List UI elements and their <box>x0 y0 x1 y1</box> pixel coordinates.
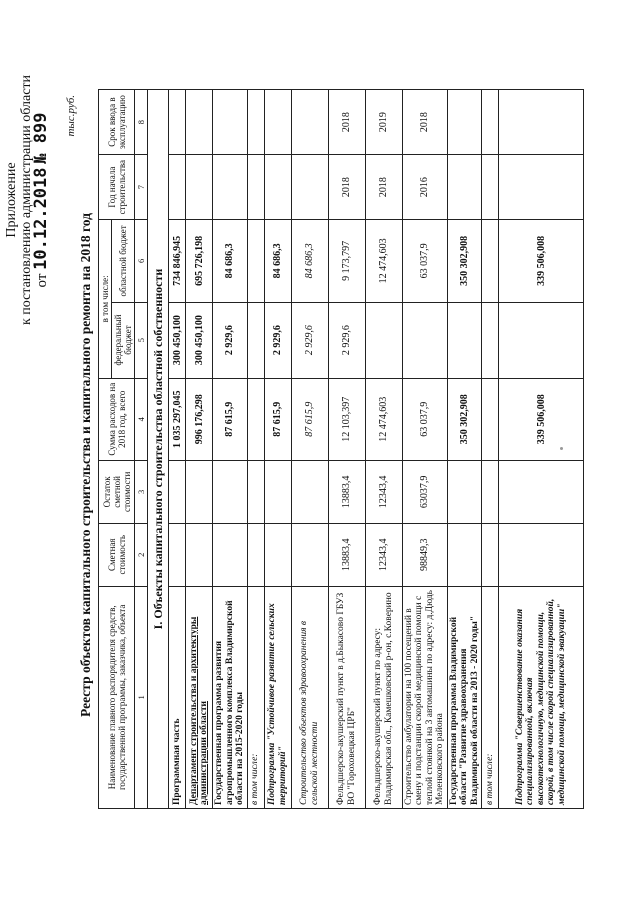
regional-cell: 84 686,3 <box>213 220 248 302</box>
regional-cell: 339 506,008 <box>499 220 584 302</box>
appendix-header <box>4 50 50 350</box>
federal-cell: 2 929,6 <box>328 302 365 378</box>
date-prefix: от <box>34 273 50 288</box>
commission-year-cell <box>264 90 291 155</box>
start-year-cell <box>247 155 264 220</box>
commission-year-cell <box>447 90 482 155</box>
start-year-cell <box>482 155 499 220</box>
federal-cell <box>447 302 482 378</box>
section-row <box>148 90 169 809</box>
resolution-number: № 899 <box>31 112 51 164</box>
appendix-date-line <box>31 50 51 350</box>
total-cell: 339 506,008 <box>499 378 584 460</box>
column-number: 2 <box>135 523 148 586</box>
total-cell: 12 103,397 <box>328 378 365 460</box>
estimated-cost-cell <box>169 523 186 586</box>
remaining-cost-cell: 63037,9 <box>402 460 447 523</box>
federal-cell: 300 450,100 <box>186 302 213 378</box>
row-name: Подпрограмма "Устойчивое развитие сельских территорий" <box>264 586 291 808</box>
estimated-cost-cell: 12343,4 <box>365 523 402 586</box>
total-cell: 1 035 297,045 <box>169 378 186 460</box>
remaining-cost-cell <box>499 460 584 523</box>
remaining-cost-cell <box>247 460 264 523</box>
estimated-cost-cell <box>186 523 213 586</box>
federal-cell <box>402 302 447 378</box>
row-name: Департамент строительства и архитектуры администрации области <box>186 586 213 808</box>
estimated-cost-cell <box>291 523 328 586</box>
table-row <box>186 90 213 809</box>
total-cell: 12 474,603 <box>365 378 402 460</box>
section-title: I. Объекты капитального строительства областной собственности <box>148 90 169 809</box>
estimated-cost-cell <box>264 523 291 586</box>
document-title: Реестр объектов капитального строительства и капитального ремонта на 2018 год <box>78 213 93 717</box>
table-row <box>365 90 402 809</box>
column-number: 7 <box>135 155 148 220</box>
total-cell <box>247 378 264 460</box>
estimated-cost-cell <box>247 523 264 586</box>
federal-cell <box>499 302 584 378</box>
regional-cell <box>482 220 499 302</box>
table-row <box>328 90 365 809</box>
table-row <box>264 90 291 809</box>
total-cell <box>482 378 499 460</box>
remaining-cost-cell: 12343,4 <box>365 460 402 523</box>
table-row <box>499 90 584 809</box>
start-year-cell <box>169 155 186 220</box>
column-number: 1 <box>135 586 148 808</box>
federal-cell <box>365 302 402 378</box>
row-name: Строительство объектов здравоохранения в сельской местности <box>291 586 328 808</box>
scan-speck <box>560 447 563 450</box>
row-name: Фельдшерско-акушерский пункт в д.Быкасово ГБУЗ ВО "Гороховецкая ЦРБ" <box>328 586 365 808</box>
header-start-year: Год начала строительства <box>99 155 135 220</box>
start-year-cell: 2018 <box>328 155 365 220</box>
registry-table <box>98 89 584 809</box>
federal-cell <box>247 302 264 378</box>
start-year-cell: 2018 <box>365 155 402 220</box>
table-row <box>247 90 264 809</box>
regional-cell: 12 474,603 <box>365 220 402 302</box>
appendix-label: Приложение <box>4 162 19 238</box>
start-year-cell <box>447 155 482 220</box>
column-number-row <box>135 90 148 809</box>
remaining-cost-cell <box>213 460 248 523</box>
units-label: тыс.руб. <box>65 95 77 137</box>
remaining-cost-cell: 13883,4 <box>328 460 365 523</box>
regional-cell: 84 686,3 <box>264 220 291 302</box>
commission-year-cell: 2019 <box>365 90 402 155</box>
table-row <box>169 90 186 809</box>
total-cell: 87 615,9 <box>291 378 328 460</box>
appendix-resolution: к постановлению администрации области <box>19 74 34 326</box>
regional-cell <box>247 220 264 302</box>
total-cell: 87 615,9 <box>213 378 248 460</box>
start-year-cell <box>186 155 213 220</box>
row-name: Государственная программа развития агропромышленного комплекса Владимирской области на 2015-2020 годы <box>213 586 248 808</box>
total-cell: 996 176,298 <box>186 378 213 460</box>
row-name: Государственная программа Владимирской области "Развитие здравоохранения Владимирской области на 2013 - 2020 годы" <box>447 586 482 808</box>
remaining-cost-cell <box>186 460 213 523</box>
commission-year-cell <box>213 90 248 155</box>
estimated-cost-cell: 13883,4 <box>328 523 365 586</box>
federal-cell: 2 929,6 <box>291 302 328 378</box>
estimated-cost-cell: 98849,3 <box>402 523 447 586</box>
commission-year-cell <box>169 90 186 155</box>
row-name: в том числе: <box>247 586 264 808</box>
commission-year-cell <box>482 90 499 155</box>
start-year-cell: 2016 <box>402 155 447 220</box>
federal-cell: 2 929,6 <box>264 302 291 378</box>
commission-year-cell <box>499 90 584 155</box>
estimated-cost-cell <box>447 523 482 586</box>
start-year-cell <box>264 155 291 220</box>
row-name: в том числе: <box>482 586 499 808</box>
regional-cell: 84 686,3 <box>291 220 328 302</box>
header-estimated-cost: Сметная стоимость <box>99 523 135 586</box>
row-name: Фельдшерско-акушерский пункт по адресу: Владимирская обл., Камешковский р-он, с.Коверино <box>365 586 402 808</box>
header-regional: областной бюджет <box>112 220 135 302</box>
estimated-cost-cell <box>499 523 584 586</box>
header-federal: федеральный бюджет <box>112 302 135 378</box>
commission-year-cell <box>186 90 213 155</box>
remaining-cost-cell <box>291 460 328 523</box>
header-including: в том числе: <box>99 220 112 378</box>
column-number: 3 <box>135 460 148 523</box>
table-row <box>447 90 482 809</box>
row-name: Подпрограмма "Совершенствование оказания специализированной, включая высокотехнологичную, медицинской помощи, скорой, в том числе скорой специализированной, медицинской помощи, медицинской эвакуации" <box>499 586 584 808</box>
column-number: 5 <box>135 302 148 378</box>
estimated-cost-cell <box>482 523 499 586</box>
column-number: 4 <box>135 378 148 460</box>
resolution-date: 10.12.2018 <box>31 167 51 270</box>
table-row <box>291 90 328 809</box>
commission-year-cell: 2018 <box>402 90 447 155</box>
table-row <box>213 90 248 809</box>
commission-year-cell: 2018 <box>328 90 365 155</box>
header-commission-year: Срок ввода в эксплуатацию <box>99 90 135 155</box>
federal-cell <box>482 302 499 378</box>
remaining-cost-cell <box>169 460 186 523</box>
total-cell: 350 302,908 <box>447 378 482 460</box>
regional-cell: 63 037,9 <box>402 220 447 302</box>
start-year-cell <box>499 155 584 220</box>
federal-cell: 2 929,6 <box>213 302 248 378</box>
remaining-cost-cell <box>264 460 291 523</box>
column-number: 6 <box>135 220 148 302</box>
table-row <box>482 90 499 809</box>
header-total-2018: Сумма расходов на 2018 год, всего <box>99 378 135 460</box>
commission-year-cell <box>291 90 328 155</box>
header-name: Наименование главного распорядителя средств, государственной программы, заказчика, объекта <box>99 586 135 808</box>
row-name: Программная часть <box>169 586 186 808</box>
regional-cell: 9 173,797 <box>328 220 365 302</box>
total-cell: 63 037,9 <box>402 378 447 460</box>
total-cell: 87 615,9 <box>264 378 291 460</box>
column-number: 8 <box>135 90 148 155</box>
header-row <box>99 90 112 809</box>
regional-cell: 695 726,198 <box>186 220 213 302</box>
estimated-cost-cell <box>213 523 248 586</box>
commission-year-cell <box>247 90 264 155</box>
federal-cell: 300 450,100 <box>169 302 186 378</box>
table-row <box>402 90 447 809</box>
regional-cell: 350 302,908 <box>447 220 482 302</box>
remaining-cost-cell <box>447 460 482 523</box>
header-remaining-cost: Остаток сметной стоимости <box>99 460 135 523</box>
start-year-cell <box>291 155 328 220</box>
row-name: Строительство амбулатории на 100 посещений в смену и подстанции скорой медицинской помощи с теплой стоянкой на 3 автомашины по адресу: д.Дюдь Меленковского района <box>402 586 447 808</box>
remaining-cost-cell <box>482 460 499 523</box>
regional-cell: 734 846,945 <box>169 220 186 302</box>
start-year-cell <box>213 155 248 220</box>
